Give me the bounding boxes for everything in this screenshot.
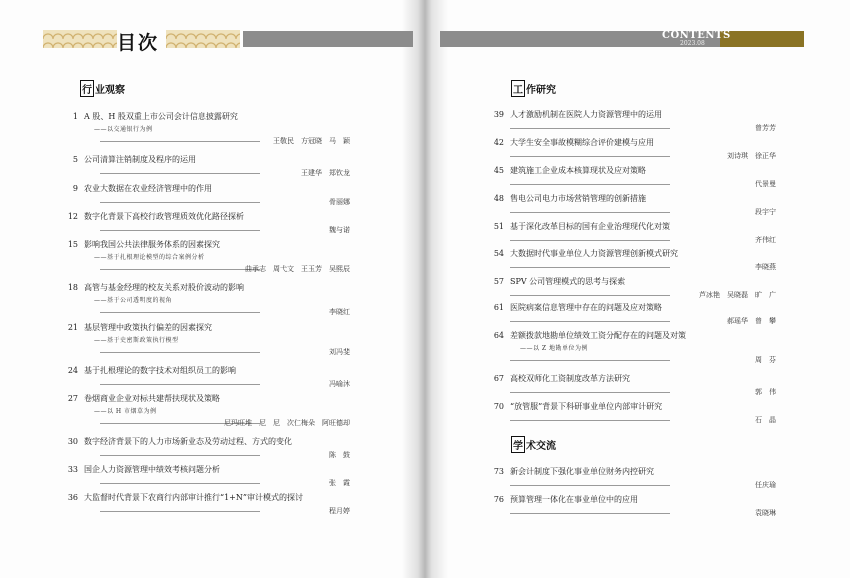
toc-entry-title: 数字化背景下高校行政管理质效优化路径探析 — [84, 212, 244, 221]
toc-page-number: 36 — [67, 493, 78, 502]
toc-entry-subtitle: ——以 Z 地勘单位为例 — [520, 345, 588, 352]
toc-entry-subtitle: ——以 H 市烟草为例 — [94, 408, 157, 415]
toc-entry[interactable] — [490, 193, 646, 204]
section-academic-box: 学 — [511, 436, 525, 453]
toc-leader-line — [100, 483, 260, 484]
toc-entry-title: 新会计制度下强化事业单位财务内控研究 — [510, 467, 654, 476]
toc-leader-line — [100, 230, 260, 231]
toc-page-number: 30 — [67, 437, 78, 446]
section-academic-label: 术交流 — [526, 441, 556, 452]
toc-entry-authors: 王敬民 方冠晓 马 颖 — [273, 137, 350, 145]
toc-entry-title: 影响我国公共法律服务体系的因素探究 — [84, 240, 220, 249]
toc-entry[interactable] — [64, 436, 292, 447]
toc-entry[interactable] — [490, 248, 678, 259]
section-academic — [511, 436, 556, 453]
toc-entry-title: 公司清算注销制度及程序的运用 — [84, 155, 196, 164]
toc-entry-subtitle: ——基于公司透明度的视角 — [94, 297, 173, 304]
toc-entry-subtitle: ——基于扎根理论模型的综合案例分析 — [94, 254, 205, 261]
toc-entry-title: 卷烟商业企业对标共建帮扶现状及策略 — [84, 394, 220, 403]
toc-entry-authors: 曾芳芳 — [755, 124, 776, 132]
toc-leader-line — [510, 420, 670, 421]
toc-leader-line — [510, 212, 670, 213]
toc-page-number: 33 — [67, 465, 78, 474]
toc-leader-line — [510, 321, 670, 322]
page-gutter — [402, 0, 448, 578]
left-header-pattern — [43, 30, 117, 48]
toc-entry[interactable] — [64, 464, 220, 475]
toc-entry-title: 农业大数据在农业经济管理中的作用 — [84, 184, 212, 193]
section-industry — [80, 80, 125, 97]
toc-page-number: 42 — [493, 138, 504, 147]
toc-entry[interactable] — [490, 221, 670, 232]
toc-page-number: 67 — [493, 374, 504, 383]
toc-page-number: 64 — [493, 331, 504, 340]
toc-page-number: 39 — [493, 110, 504, 119]
toc-leader-line — [100, 141, 260, 142]
toc-title: 目次 — [117, 32, 160, 54]
toc-entry-authors: 段宇宁 — [755, 208, 776, 216]
section-work — [511, 80, 556, 97]
right-header-gold-bar — [720, 31, 804, 47]
section-work-label: 作研究 — [526, 85, 556, 96]
left-header-pattern-right — [166, 30, 240, 48]
toc-entry-title: 大数据时代事业单位人力资源管理创新模式研究 — [510, 249, 678, 258]
toc-entry[interactable] — [490, 276, 625, 287]
section-industry-label: 业观察 — [95, 85, 125, 96]
toc-entry[interactable] — [64, 322, 212, 333]
section-work-box: 工 — [511, 80, 525, 97]
toc-page-number: 5 — [72, 155, 78, 164]
toc-leader-line — [100, 312, 260, 313]
toc-entry-authors: 冯喻沐 — [329, 380, 350, 388]
toc-entry-authors: 袁晓琳 — [755, 509, 776, 517]
toc-entry[interactable] — [64, 211, 244, 222]
toc-entry-authors: 骨丽娜 — [329, 198, 350, 206]
toc-page-number: 57 — [493, 277, 504, 286]
toc-page-number: 1 — [72, 112, 78, 121]
toc-entry-authors: 程月婷 — [329, 507, 350, 515]
toc-leader-line — [100, 511, 260, 512]
toc-entry-title: 大学生安全事故模糊综合评价建模与应用 — [510, 138, 654, 147]
toc-entry-authors: 李晓红 — [329, 308, 350, 316]
toc-entry[interactable] — [64, 393, 220, 404]
toc-page-number: 48 — [493, 194, 504, 203]
toc-leader-line — [510, 267, 670, 268]
toc-entry[interactable] — [490, 494, 638, 505]
toc-entry-authors: 周 芬 — [755, 356, 776, 364]
toc-entry[interactable] — [490, 466, 654, 477]
toc-entry-title: A 股、H 股双重上市公司会计信息披露研究 — [84, 112, 238, 121]
toc-page-number: 70 — [493, 402, 504, 411]
toc-entry-title: 数字经济背景下的人力市场新业态及劳动过程、方式的变化 — [84, 437, 292, 446]
contents-label: CONTENTS — [662, 30, 731, 41]
toc-entry-subtitle: ——基于史密斯政策执行模型 — [94, 337, 179, 344]
toc-leader-line — [100, 202, 260, 203]
toc-entry[interactable] — [64, 282, 244, 293]
toc-entry[interactable] — [64, 239, 220, 250]
toc-page-number: 61 — [493, 303, 504, 312]
toc-leader-line — [510, 295, 670, 296]
toc-leader-line — [510, 156, 670, 157]
toc-leader-line — [510, 184, 670, 185]
toc-entry[interactable] — [490, 165, 646, 176]
toc-entry-authors: 代景曼 — [755, 180, 776, 188]
toc-entry[interactable] — [64, 492, 303, 503]
toc-page-number: 76 — [493, 495, 504, 504]
toc-leader-line — [100, 455, 260, 456]
toc-entry-authors: 郭 伟 — [755, 388, 776, 396]
toc-entry-title: 基于深化改革目标的国有企业治理现代化对策 — [510, 222, 670, 231]
toc-entry[interactable] — [64, 365, 236, 376]
toc-entry-authors: 刘诗琪 徐正华 — [727, 152, 776, 160]
toc-entry-authors: 王建华 郑钦龙 — [301, 169, 350, 177]
toc-entry-authors: 石 晶 — [755, 416, 776, 424]
toc-page-number: 15 — [67, 240, 78, 249]
toc-entry-title: 基层管理中政策执行偏差的因素探究 — [84, 323, 212, 332]
toc-entry-authors: 芦冰艳 吴晓磊 旷 广 — [699, 291, 776, 299]
toc-leader-line — [510, 392, 670, 393]
toc-page-number: 18 — [67, 283, 78, 292]
toc-entry-title: 国企人力资源管理中绩效考核问题分析 — [84, 465, 220, 474]
toc-entry-subtitle: ——以交通银行为例 — [94, 126, 153, 133]
toc-page-number: 9 — [72, 184, 78, 193]
toc-entry-title: “放管服”背景下科研事业单位内部审计研究 — [510, 402, 663, 411]
section-industry-box: 行 — [80, 80, 94, 97]
toc-entry[interactable] — [64, 183, 212, 194]
toc-leader-line — [510, 360, 670, 361]
toc-entry-title: 售电公司电力市场营销管理的创新措施 — [510, 194, 646, 203]
toc-entry[interactable] — [64, 111, 238, 122]
toc-entry-title: 基于扎根理论的数字技术对组织员工的影响 — [84, 366, 236, 375]
toc-entry-authors: 魏与诺 — [329, 226, 350, 234]
toc-entry[interactable] — [64, 154, 196, 165]
toc-page-number: 73 — [493, 467, 504, 476]
issue-date: 2023.08 — [680, 40, 705, 47]
toc-entry-title: 高校双师化工资制度改革方法研究 — [510, 374, 630, 383]
toc-entry-authors: 陈 鼓 — [329, 451, 350, 459]
toc-page-number: 27 — [67, 394, 78, 403]
toc-entry-authors: 李晓燕 — [755, 263, 776, 271]
toc-leader-line — [510, 485, 670, 486]
toc-entry[interactable] — [490, 401, 662, 412]
toc-entry-authors: 曲承志 周弋文 王玉芳 吴熙辰 — [245, 265, 350, 273]
toc-entry-title: 差额拨款地勘单位绩效工资分配存在的问题及对策 — [510, 331, 686, 340]
toc-leader-line — [510, 128, 670, 129]
toc-leader-line — [510, 513, 670, 514]
toc-leader-line — [100, 352, 260, 353]
toc-entry-title: 建筑施工企业成本核算现状及应对策略 — [510, 166, 646, 175]
toc-entry-authors: 任庆瑜 — [755, 481, 776, 489]
toc-page-number: 21 — [67, 323, 78, 332]
toc-page-number: 45 — [493, 166, 504, 175]
toc-entry-title: 医院病案信息管理中存在的问题及应对策略 — [510, 303, 662, 312]
toc-leader-line — [100, 269, 260, 270]
toc-leader-line — [100, 173, 260, 174]
toc-page-number: 51 — [493, 222, 504, 231]
toc-entry[interactable] — [490, 330, 686, 341]
toc-entry-title: 人才激励机制在医院人力资源管理中的运用 — [510, 110, 662, 119]
toc-entry-title: 大监督时代背景下农商行内部审计推行“1+N”审计模式的探讨 — [84, 493, 303, 502]
toc-entry[interactable] — [490, 373, 630, 384]
toc-entry-authors: 郝瑶华 曾 攀 — [727, 317, 776, 325]
toc-entry-authors: 齐伟红 — [755, 236, 776, 244]
toc-entry[interactable] — [490, 137, 654, 148]
toc-entry-title: 高管与基金经理的校友关系对股价波动的影响 — [84, 283, 244, 292]
toc-entry-title: 预算管理一体化在事业单位中的应用 — [510, 495, 638, 504]
toc-page-number: 12 — [67, 212, 78, 221]
toc-entry-authors: 刘冯斐 — [329, 348, 350, 356]
toc-entry-title: SPV 公司管理模式的思考与探索 — [510, 277, 626, 286]
toc-entry-authors: 尼玛旺堆 尼 尼 次仁梅朵 阿旺德却 — [224, 419, 350, 427]
left-header-bar — [243, 31, 413, 47]
toc-leader-line — [510, 240, 670, 241]
toc-entry-authors: 张 霞 — [329, 479, 350, 487]
toc-page-number: 54 — [493, 249, 504, 258]
toc-entry[interactable] — [490, 302, 662, 313]
toc-entry[interactable] — [490, 109, 662, 120]
toc-page-number: 24 — [67, 366, 78, 375]
toc-leader-line — [100, 384, 260, 385]
